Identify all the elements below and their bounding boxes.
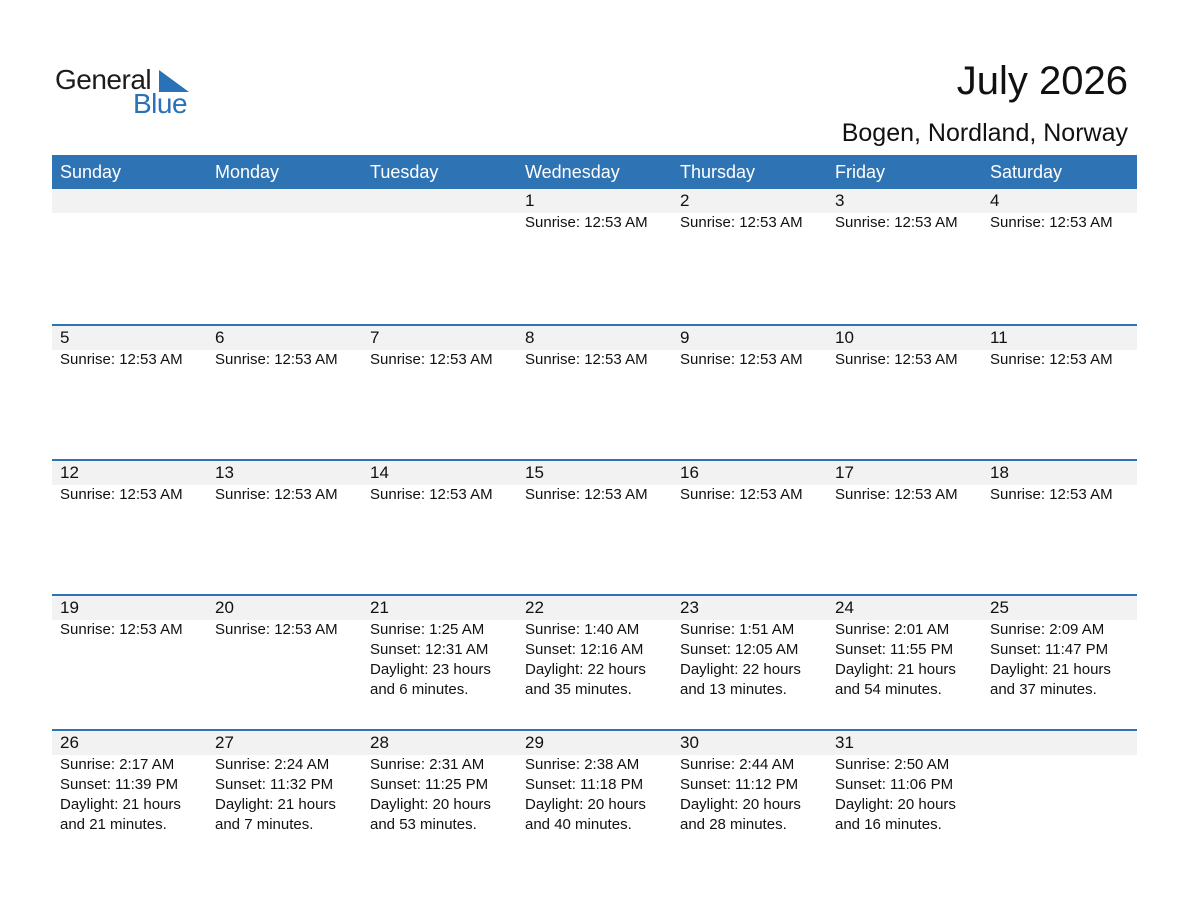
sun-info-line: Sunrise: 12:53 AM <box>835 214 958 231</box>
sun-info-line: and 21 minutes. <box>60 816 167 833</box>
day-cell <box>672 461 827 594</box>
day-cell <box>207 461 362 594</box>
sun-info-line: Daylight: 20 hours <box>525 796 646 813</box>
sun-info-line: Sunrise: 2:01 AM <box>835 621 950 638</box>
day-cell <box>52 461 207 594</box>
sun-info-line: Sunset: 11:32 PM <box>215 776 334 793</box>
sun-info-line: Sunset: 11:06 PM <box>835 776 954 793</box>
sun-info-line: Sunrise: 12:53 AM <box>680 351 803 368</box>
day-cell <box>672 596 827 729</box>
day-cell <box>207 596 362 729</box>
sun-info-line: and 53 minutes. <box>370 816 477 833</box>
sun-info-line: Sunset: 12:05 AM <box>680 641 799 658</box>
day-number: 15 <box>525 463 544 482</box>
day-cell <box>672 326 827 459</box>
sun-info-line: and 16 minutes. <box>835 816 942 833</box>
sun-info-line: Daylight: 20 hours <box>680 796 801 813</box>
day-number <box>370 189 517 213</box>
sun-info-line: Sunrise: 12:53 AM <box>990 351 1113 368</box>
weekday-thursday: Thursday <box>680 162 756 182</box>
location-subtitle: Bogen, Nordland, Norway <box>841 119 1128 147</box>
day-number: 23 <box>680 598 699 617</box>
sun-info-line: Daylight: 20 hours <box>835 796 956 813</box>
sun-info-line: Sunrise: 2:50 AM <box>835 756 950 773</box>
logo-text-general: General <box>55 64 152 95</box>
day-number: 29 <box>525 733 544 752</box>
day-cell <box>827 596 982 729</box>
sun-info-line: Sunrise: 12:53 AM <box>215 621 338 638</box>
day-number: 11 <box>990 328 1008 347</box>
day-cell <box>827 731 982 864</box>
sun-info-line: and 28 minutes. <box>680 816 787 833</box>
day-cell <box>362 326 517 459</box>
sun-info-line: Sunrise: 12:53 AM <box>680 214 803 231</box>
sun-info-line: Daylight: 21 hours <box>215 796 336 813</box>
sun-info-line: and 13 minutes. <box>680 681 787 698</box>
day-number: 8 <box>525 328 535 347</box>
sun-info-line: Sunrise: 12:53 AM <box>525 351 648 368</box>
weekday-friday: Friday <box>835 162 886 182</box>
logo-text-blue: Blue <box>133 88 188 119</box>
day-number: 14 <box>370 463 389 482</box>
calendar-week <box>52 594 1137 729</box>
sun-info-line: Sunrise: 2:44 AM <box>680 756 795 773</box>
day-cell <box>52 596 207 729</box>
sun-info-line: Sunrise: 12:53 AM <box>525 486 648 503</box>
day-number: 30 <box>680 733 699 752</box>
day-number: 27 <box>215 733 234 752</box>
day-cell <box>517 596 672 729</box>
day-number: 31 <box>835 733 854 752</box>
day-cell <box>982 326 1137 459</box>
day-number: 1 <box>525 191 535 210</box>
calendar-week <box>52 189 1137 324</box>
day-number: 26 <box>60 733 79 752</box>
sun-info-line: Sunset: 12:31 AM <box>370 641 489 658</box>
sun-info-line: Sunset: 11:55 PM <box>835 641 954 658</box>
sun-info-line: Sunrise: 12:53 AM <box>370 486 493 503</box>
weekday-saturday: Saturday <box>990 162 1063 182</box>
day-cell <box>517 326 672 459</box>
day-cell <box>362 596 517 729</box>
day-cell <box>827 326 982 459</box>
day-cell <box>517 461 672 594</box>
empty-day-cell <box>362 189 517 324</box>
day-number: 24 <box>835 598 854 617</box>
day-number: 20 <box>215 598 234 617</box>
sun-info-line: Sunset: 11:47 PM <box>990 641 1109 658</box>
day-cell <box>517 731 672 864</box>
day-cell <box>207 731 362 864</box>
sun-info-line: Sunrise: 2:31 AM <box>370 756 485 773</box>
empty-day-cell <box>982 731 1137 864</box>
empty-day-cell <box>52 189 207 324</box>
sun-info-line: Sunrise: 12:53 AM <box>990 214 1113 231</box>
sun-info-line: and 37 minutes. <box>990 681 1097 698</box>
sun-info-line: Sunset: 12:16 AM <box>525 641 644 658</box>
day-cell <box>827 461 982 594</box>
sun-info-line: and 54 minutes. <box>835 681 942 698</box>
sun-info-line: Sunrise: 2:17 AM <box>60 756 175 773</box>
day-cell <box>672 189 827 324</box>
sun-info-line: Sunrise: 12:53 AM <box>60 621 183 638</box>
weekday-sunday: Sunday <box>60 162 122 182</box>
page-title: July 2026 <box>956 59 1128 103</box>
sun-info-line: Daylight: 22 hours <box>680 661 801 678</box>
sun-info-line: and 6 minutes. <box>370 681 469 698</box>
sun-info-line: Sunrise: 12:53 AM <box>60 351 183 368</box>
brand-logo <box>55 62 205 122</box>
sun-info-line: and 35 minutes. <box>525 681 632 698</box>
day-number: 17 <box>835 463 854 482</box>
sun-info-line: Sunset: 11:25 PM <box>370 776 489 793</box>
sun-info-line: Daylight: 21 hours <box>835 661 956 678</box>
sun-info-line: Sunrise: 12:53 AM <box>835 486 958 503</box>
sun-info-line: Sunrise: 12:53 AM <box>370 351 493 368</box>
sun-info-line: Daylight: 23 hours <box>370 661 491 678</box>
day-number: 9 <box>680 328 690 347</box>
sun-info-line: Sunset: 11:18 PM <box>525 776 644 793</box>
sun-info-line: Sunrise: 1:40 AM <box>525 621 640 638</box>
day-cell <box>827 189 982 324</box>
sun-info-line: Daylight: 21 hours <box>990 661 1111 678</box>
weekday-tuesday: Tuesday <box>370 162 439 182</box>
day-cell <box>52 326 207 459</box>
weekday-header <box>52 155 1137 189</box>
sun-info-line: Sunrise: 12:53 AM <box>215 351 338 368</box>
day-cell <box>362 731 517 864</box>
day-number: 16 <box>680 463 699 482</box>
calendar-week <box>52 729 1137 864</box>
day-cell <box>982 596 1137 729</box>
day-number: 10 <box>835 328 854 347</box>
sun-info-line: and 40 minutes. <box>525 816 632 833</box>
sun-info-line: Sunrise: 12:53 AM <box>215 486 338 503</box>
day-number: 22 <box>525 598 544 617</box>
sun-info-line: Sunrise: 12:53 AM <box>60 486 183 503</box>
day-cell <box>672 731 827 864</box>
day-number <box>60 189 207 213</box>
day-number: 12 <box>60 463 79 482</box>
sun-info-line: Sunrise: 1:51 AM <box>680 621 795 638</box>
sun-info-line: Daylight: 20 hours <box>370 796 491 813</box>
sun-info-line: Sunrise: 12:53 AM <box>525 214 648 231</box>
sun-info-line: Daylight: 21 hours <box>60 796 181 813</box>
day-cell <box>207 326 362 459</box>
sun-info-line: Sunrise: 12:53 AM <box>835 351 958 368</box>
day-number <box>990 731 1137 755</box>
sun-info-line: Sunset: 11:12 PM <box>680 776 799 793</box>
calendar-week <box>52 324 1137 459</box>
day-number: 13 <box>215 463 234 482</box>
day-number: 6 <box>215 328 225 347</box>
sun-info-line: Sunrise: 2:38 AM <box>525 756 640 773</box>
day-number: 28 <box>370 733 389 752</box>
calendar-week <box>52 459 1137 594</box>
day-cell <box>362 461 517 594</box>
day-number: 25 <box>990 598 1009 617</box>
sun-info-line: Sunrise: 12:53 AM <box>990 486 1113 503</box>
day-number: 19 <box>60 598 79 617</box>
sun-info-line: Sunset: 11:39 PM <box>60 776 179 793</box>
day-number: 5 <box>60 328 70 347</box>
weekday-wednesday: Wednesday <box>525 162 620 182</box>
weekday-monday: Monday <box>215 162 280 182</box>
day-number: 3 <box>835 191 845 210</box>
sun-info-line: Daylight: 22 hours <box>525 661 646 678</box>
day-number <box>215 189 362 213</box>
sun-info-line: Sunrise: 2:24 AM <box>215 756 330 773</box>
calendar-grid <box>52 189 1137 864</box>
sun-info-line: Sunrise: 1:25 AM <box>370 621 485 638</box>
empty-day-cell <box>207 189 362 324</box>
day-number: 18 <box>990 463 1009 482</box>
day-number: 7 <box>370 328 380 347</box>
day-cell <box>982 461 1137 594</box>
day-cell <box>982 189 1137 324</box>
day-cell <box>517 189 672 324</box>
day-cell <box>52 731 207 864</box>
sun-info-line: Sunrise: 2:09 AM <box>990 621 1105 638</box>
day-number: 2 <box>680 191 690 210</box>
day-number: 4 <box>990 191 1000 210</box>
sun-info-line: and 7 minutes. <box>215 816 314 833</box>
day-number: 21 <box>370 598 389 617</box>
sun-info-line: Sunrise: 12:53 AM <box>680 486 803 503</box>
